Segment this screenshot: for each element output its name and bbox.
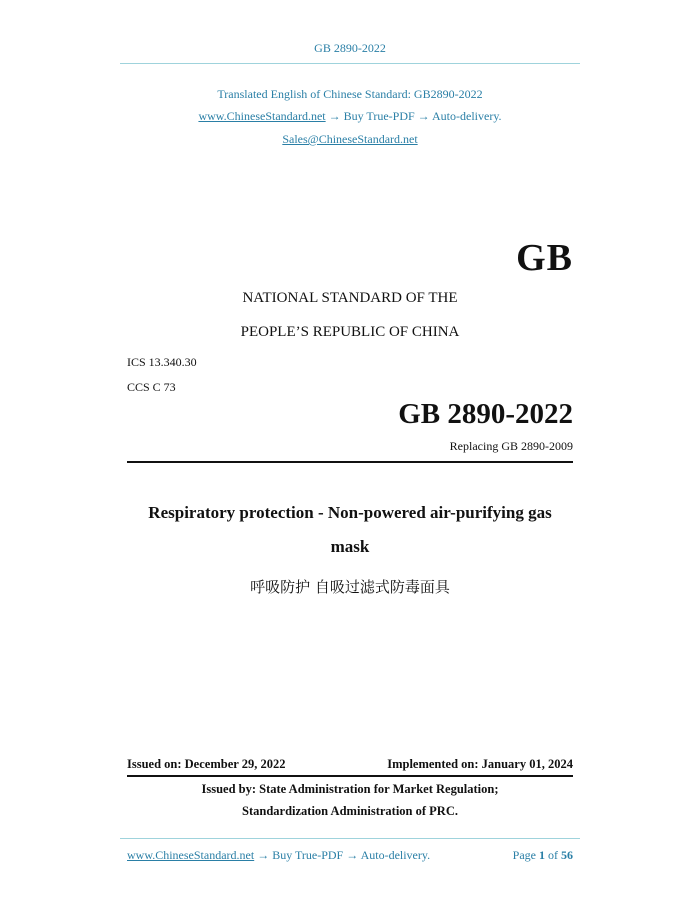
- replacing-note: Replacing GB 2890-2009: [449, 439, 573, 453]
- footer-purchase-text: → Buy True-PDF → Auto-delivery.: [257, 848, 431, 862]
- issued-by-line-1: Issued by: State Administration for Market Regulation;: [201, 782, 499, 796]
- header-divider: [120, 63, 580, 64]
- national-standard-line-2: PEOPLE’S REPUBLIC OF CHINA: [240, 324, 460, 340]
- footer-purchase-line: [127, 848, 430, 863]
- standard-number: GB 2890-2022: [398, 398, 573, 430]
- page-current: 1: [539, 848, 545, 862]
- translation-note: Translated English of Chinese Standard: GB2890-2022: [217, 87, 483, 101]
- national-standard-line-1: NATIONAL STANDARD OF THE: [242, 290, 458, 306]
- page-label: Page: [512, 848, 536, 862]
- dates-divider: [127, 775, 573, 777]
- email-link[interactable]: Sales@ChineseStandard.net: [282, 132, 418, 146]
- footer-site-link[interactable]: www.ChineseStandard.net: [127, 848, 255, 862]
- ccs-code: CCS C 73: [127, 380, 176, 394]
- purchase-line: [0, 109, 700, 124]
- running-header-title: GB 2890-2022: [314, 41, 386, 55]
- page-total: 56: [561, 848, 573, 862]
- purchase-text: → Buy True-PDF → Auto-delivery.: [328, 109, 502, 123]
- page-indicator: [513, 848, 573, 863]
- issued-by-line-2: Standardization Administration of PRC.: [242, 804, 458, 818]
- gb-mark: GB: [516, 237, 573, 279]
- page-of: of: [548, 848, 558, 862]
- issued-on-date: Issued on: December 29, 2022: [127, 757, 286, 771]
- site-link[interactable]: www.ChineseStandard.net: [198, 109, 326, 123]
- ics-code: ICS 13.340.30: [127, 355, 197, 369]
- title-chinese: 呼吸防护 自吸过滤式防毒面具: [250, 578, 450, 596]
- footer-divider: [120, 838, 580, 839]
- title-english-line-1: Respiratory protection - Non-powered air-purifying gas: [148, 503, 552, 522]
- number-divider: [127, 461, 573, 463]
- email-line: [0, 132, 700, 147]
- title-english-line-2: mask: [330, 537, 370, 556]
- implemented-on-date: Implemented on: January 01, 2024: [387, 757, 573, 771]
